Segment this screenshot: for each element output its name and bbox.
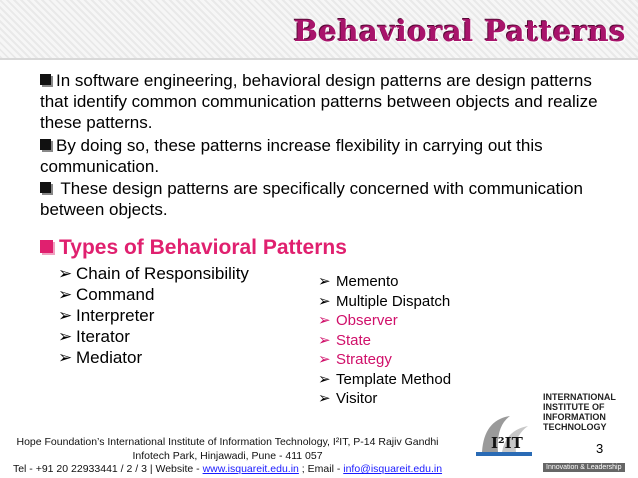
bullet-paragraph-3 xyxy=(40,178,620,220)
arrow-bullet-icon: ➢ xyxy=(58,264,73,283)
pattern-name: Memento xyxy=(336,273,399,290)
footer-email-label: ; Email - xyxy=(298,463,344,475)
arrow-bullet-icon: ➢ xyxy=(58,285,73,304)
bullet-paragraph-2 xyxy=(40,135,620,177)
pattern-name: Strategy xyxy=(336,351,392,368)
square-bullet-icon xyxy=(40,182,51,193)
arrow-bullet-icon: ➢ xyxy=(318,331,331,349)
footer-line-3 xyxy=(0,463,455,477)
pattern-list-item xyxy=(318,350,451,370)
arrow-bullet-icon: ➢ xyxy=(58,348,73,367)
institute-name-line: TECHNOLOGY xyxy=(543,422,607,432)
bullet-paragraph-1 xyxy=(40,70,620,133)
footer-tel: Tel - +91 20 22933441 / 2 / 3 | Website - xyxy=(12,463,203,475)
pattern-name: State xyxy=(336,331,372,349)
pattern-name: Command xyxy=(76,285,155,304)
arrow-bullet-icon: ➢ xyxy=(318,273,331,290)
email-link[interactable]: info@isquareit.edu.in xyxy=(343,463,443,475)
arrow-bullet-icon: ➢ xyxy=(318,292,331,310)
institute-name-line: INTERNATIONAL xyxy=(543,392,616,402)
square-bullet-icon xyxy=(40,139,51,150)
bullet-text-2: By doing so, these patterns increase flexibility in carrying out this communication. xyxy=(40,136,543,176)
pattern-list-item xyxy=(58,263,249,284)
left-pattern-list xyxy=(58,263,249,368)
slide-title: Behavioral Patterns xyxy=(293,14,626,48)
i2it-emblem-icon xyxy=(476,412,532,458)
institute-name-line: INSTITUTE OF xyxy=(543,402,605,412)
institute-name xyxy=(543,392,616,432)
pattern-list-item xyxy=(318,311,451,331)
pattern-name: Observer xyxy=(336,312,398,329)
pattern-name: Iterator xyxy=(76,327,130,346)
footer-line-1: Hope Foundation’s International Institute of Information Technology, I²IT, P-14 Rajiv Gandhi xyxy=(16,436,439,448)
institute-logo xyxy=(476,392,636,472)
arrow-bullet-icon: ➢ xyxy=(58,327,73,346)
pattern-name: Chain of Responsibility xyxy=(76,264,249,283)
pattern-list-item xyxy=(58,326,249,347)
pattern-list-item xyxy=(318,331,451,351)
right-pattern-list xyxy=(318,272,451,409)
page-number: 3 xyxy=(596,441,604,456)
pattern-name: Template Method xyxy=(336,370,452,388)
website-link[interactable]: www.isquareit.edu.in xyxy=(202,463,299,475)
square-bullet-icon xyxy=(40,240,53,253)
institute-tagline: Innovation & Leadership xyxy=(543,463,625,472)
pattern-name: Visitor xyxy=(336,390,378,407)
bullet-text-3: These design patterns are specifically concerned with communication between objects. xyxy=(40,179,583,219)
pattern-list-item xyxy=(318,370,451,390)
types-heading-text: Types of Behavioral Patterns xyxy=(59,236,347,259)
pattern-name: Mediator xyxy=(76,348,143,367)
square-bullet-icon xyxy=(40,74,51,85)
pattern-name: Interpreter xyxy=(76,306,155,325)
pattern-list-item xyxy=(58,305,249,326)
emblem-text: I²IT xyxy=(491,434,523,452)
footer-address xyxy=(0,436,455,477)
types-heading xyxy=(40,236,347,260)
arrow-bullet-icon: ➢ xyxy=(318,312,331,329)
pattern-list-item xyxy=(58,284,249,305)
banner-divider xyxy=(0,58,638,60)
pattern-list-item xyxy=(318,292,451,312)
pattern-name: Multiple Dispatch xyxy=(336,292,451,310)
pattern-list-item xyxy=(318,272,451,292)
footer-line-2: Infotech Park, Hinjawadi, Pune - 411 057 xyxy=(132,449,323,462)
pattern-list-item xyxy=(318,389,451,409)
institute-name-line: INFORMATION xyxy=(543,412,606,422)
arrow-bullet-icon: ➢ xyxy=(318,390,331,407)
arrow-bullet-icon: ➢ xyxy=(318,370,331,388)
arrow-bullet-icon: ➢ xyxy=(318,351,331,368)
bullet-text-1: In software engineering, behavioral design patterns are design patterns that identify common communication patterns between objects and realize these patterns. xyxy=(40,71,598,132)
pattern-list-item xyxy=(58,347,249,368)
arrow-bullet-icon: ➢ xyxy=(58,306,73,325)
